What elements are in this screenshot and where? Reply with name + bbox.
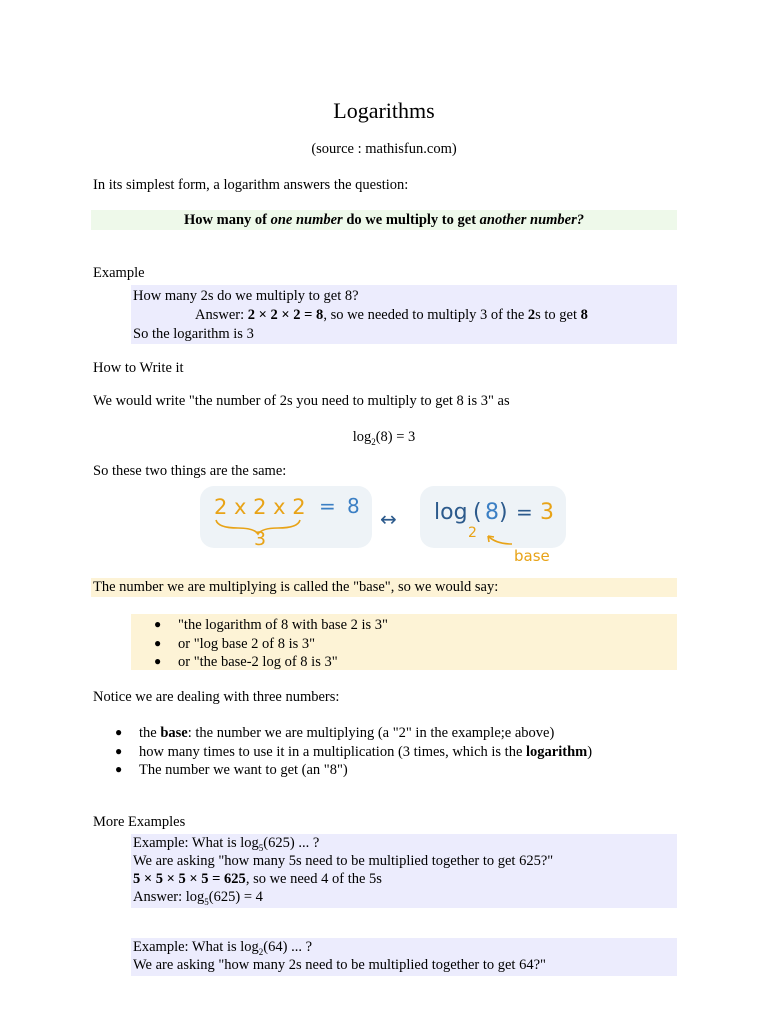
notice-text: Notice we are dealing with three numbers: — [93, 689, 340, 705]
log-base-sub: 2 — [468, 525, 477, 541]
log-argument: 8 — [485, 500, 499, 525]
list-item: ● "the logarithm of 8 with base 2 is 3" — [154, 617, 388, 633]
more1-answer: Answer: $\log_5(625) = 4$ — [133, 889, 263, 907]
base-sentence-box — [91, 578, 677, 597]
write-text: We would write "the number of 2s you need to multiply to get 8 is 3" as — [93, 393, 510, 409]
log-paren-open: ( — [473, 500, 482, 525]
same-text: So these two things are the same: — [93, 463, 287, 479]
more-examples-heading: More Examples — [93, 814, 186, 830]
more1-asking: We are asking "how many 5s need to be multiplied together to get 625?" — [133, 853, 554, 869]
diagram-result: 8 — [347, 494, 360, 518]
more1-question: Example: What is $\log_5(625)$ ... ? — [133, 835, 320, 853]
source-note: (source : mathisfun.com) — [311, 141, 457, 157]
example-answer: Answer: 2 × 2 × 2 = 8, so we needed to multiply 3 of the 2s to get 8 — [195, 307, 588, 323]
log-diagram — [198, 484, 570, 566]
more-example-1 — [131, 834, 677, 908]
diagram-equals: = — [319, 494, 336, 518]
log-equals: = — [516, 500, 533, 524]
list-item: ● or "log base 2 of 8 is 3" — [154, 635, 316, 652]
list-item: ● the base: the number we are multiplying (a "2" in the example;e above) — [115, 725, 555, 741]
double-arrow-icon: ↔ — [380, 507, 397, 531]
say-list — [154, 617, 388, 673]
more-example-2 — [131, 938, 677, 976]
log-word: log — [434, 500, 468, 525]
question-box — [91, 210, 677, 230]
page-title: Logarithms — [333, 98, 435, 123]
say-list-box — [131, 614, 677, 670]
base-label: base — [514, 547, 550, 565]
more2-question: Example: What is $\log_2(64)$ ... ? — [133, 939, 312, 957]
example-conclusion: So the logarithm is 3 — [133, 326, 254, 342]
diagram-count: 3 — [254, 528, 267, 550]
three-numbers-list — [115, 725, 593, 781]
multiplication-text: 2 x 2 x 2 — [214, 495, 306, 519]
example-question: How many 2s do we multiply to get 8? — [133, 288, 359, 304]
how-heading: How to Write it — [93, 360, 184, 376]
list-item: ● The number we want to get (an "8") — [115, 762, 348, 778]
example-heading: Example — [93, 265, 145, 281]
intro-text: In its simplest form, a logarithm answers the question: — [93, 177, 409, 193]
list-item: ● how many times to use it in a multiplication (3 times, which is the logarithm) — [115, 743, 593, 760]
log-paren-close: ) — [499, 500, 508, 525]
log-expression: $\log_2(8) = 3$ — [352, 429, 416, 447]
more2-asking: We are asking "how many 2s need to be multiplied together to get 64?" — [133, 957, 546, 973]
question-text: How many of one number do we multiply to get another number? — [183, 212, 585, 228]
example-box — [131, 285, 677, 344]
base-sentence: The number we are multiplying is called the "base", so we would say: — [93, 579, 499, 595]
list-item: ● or "the base-2 log of 8 is 3" — [154, 654, 338, 670]
log-result: 3 — [540, 500, 554, 525]
more1-calc: 5 × 5 × 5 × 5 = 625, so we need 4 of the 5s — [133, 871, 382, 887]
